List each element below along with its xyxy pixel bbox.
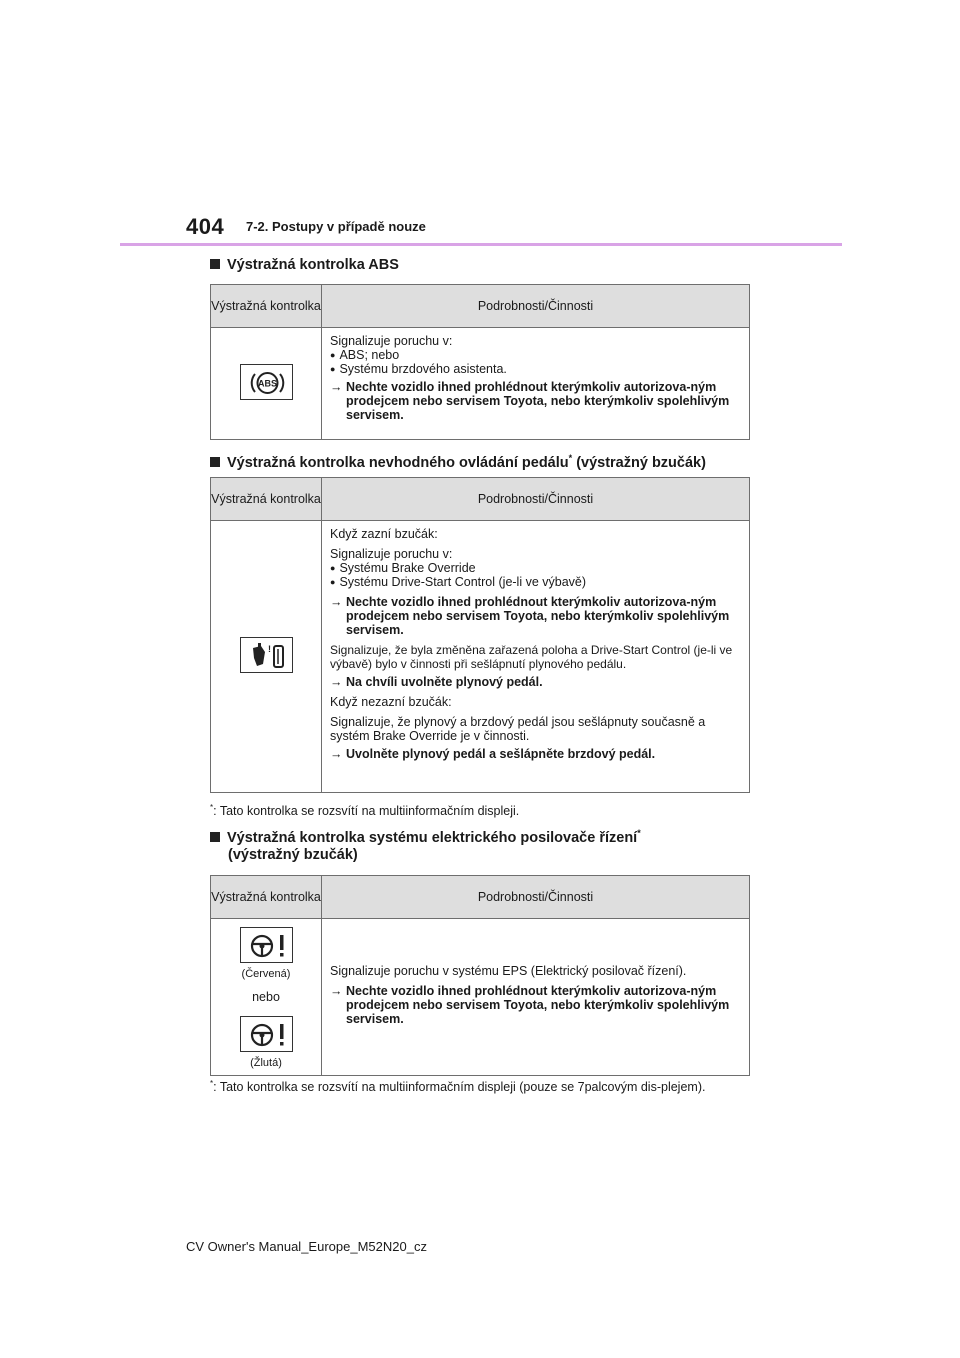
pedal-action-3: → Uvolněte plynový pedál a sešlápněte brzdový pedál. (330, 747, 656, 761)
pedal-icon-cell (211, 521, 322, 793)
header-details: Podrobnosti/Činnosti (322, 876, 750, 919)
square-bullet-icon (210, 259, 220, 269)
steering-warning-icon (240, 927, 293, 963)
or-text: nebo (252, 990, 280, 1004)
abs-bullet-2: ● Systému brzdového asistenta. (330, 362, 743, 376)
eps-details (322, 919, 750, 1076)
abs-heading: Výstražná kontrolka ABS (210, 255, 399, 275)
pedal-action-2: → Na chvíli uvolněte plynový pedál. (330, 675, 543, 689)
svg-text:ABS: ABS (257, 378, 277, 389)
header-details: Podrobnosti/Činnosti (322, 478, 750, 521)
pedal-details (322, 521, 750, 793)
pedal-bullet-2: ● Systému Drive-Start Control (je-li ve výbavě) (330, 575, 743, 589)
pedal-buzzer-on: Když zazní bzučák: (330, 527, 438, 541)
pedal-text-2: Signalizuje, že byla změněna zařazená poloha a Drive-Start Control (je-li ve výbavě) bylo v činnosti při sešlápnutí plynového pedálu. (330, 643, 733, 671)
header-indicator: Výstražná kontrolka (211, 285, 322, 328)
page-number: 404 (186, 214, 225, 239)
header-rule (120, 243, 842, 246)
eps-heading-line-1: Výstražná kontrolka systému elektrického posilovače řízení* (210, 823, 641, 848)
eps-icon-cell (211, 919, 322, 1076)
square-bullet-icon (210, 457, 220, 467)
pedal-heading: Výstražná kontrolka nevhodného ovládání pedálu* (výstražný bzučák) (210, 448, 706, 473)
eps-heading-line-2: (výstražný bzučák) (228, 847, 358, 863)
pedal-text-3: Signalizuje, že plynový a brzdový pedál jsou sešlápnuty současně a systém Brake Override je v činnosti. (330, 715, 706, 743)
steering-warning-icon (240, 1016, 293, 1052)
eps-footnote: *: Tato kontrolka se rozsvítí na multiinformačním displeji (pouze se 7palcovým dis-plejem). (210, 1079, 706, 1095)
eps-action: → Nechte vozidlo ihned prohlédnout kterýmkoliv autorizova-ným prodejcem nebo servisem Toyota, nebo kterýmkoliv spolehlivým servisem. (330, 984, 730, 1026)
pedal-bullet-1: ● Systému Brake Override (330, 561, 743, 575)
abs-warning-icon (240, 364, 293, 400)
pedal-table (210, 477, 750, 793)
eps-table (210, 875, 750, 1076)
svg-text:!: ! (267, 644, 271, 654)
pedal-intro: Signalizuje poruchu v: (330, 547, 453, 561)
abs-action: → Nechte vozidlo ihned prohlédnout kterýmkoliv autorizova-ným prodejcem nebo servisem Toyota, nebo kterýmkoliv spolehlivým servisem. (330, 380, 730, 422)
header-details: Podrobnosti/Činnosti (322, 285, 750, 328)
header-indicator: Výstražná kontrolka (211, 876, 322, 919)
abs-intro: Signalizuje poruchu v: (330, 334, 453, 348)
abs-details (322, 328, 750, 440)
pedal-buzzer-off: Když nezazní bzučák: (330, 695, 452, 709)
square-bullet-icon (210, 832, 220, 842)
abs-bullet-1: ● ABS; nebo (330, 348, 743, 362)
abs-icon-cell (211, 328, 322, 440)
eps-text: Signalizuje poruchu v systému EPS (Elektrický posilovač řízení). (330, 964, 687, 978)
pedal-footnote: *: Tato kontrolka se rozsvítí na multiinformačním displeji. (210, 803, 520, 819)
header-indicator: Výstražná kontrolka (211, 478, 322, 521)
pedal-action-1: → Nechte vozidlo ihned prohlédnout kterýmkoliv autorizova-ným prodejcem nebo servisem Toyota, nebo kterýmkoliv spolehlivým servisem. (330, 595, 730, 637)
pedal-warning-icon (240, 637, 293, 673)
page-footer: CV Owner's Manual_Europe_M52N20_cz (186, 1239, 427, 1254)
caption-red: (Červená) (241, 968, 291, 980)
caption-yellow: (Žlutá) (250, 1057, 282, 1069)
section-title: 7-2. Postupy v případě nouze (246, 219, 426, 234)
abs-table (210, 284, 750, 440)
